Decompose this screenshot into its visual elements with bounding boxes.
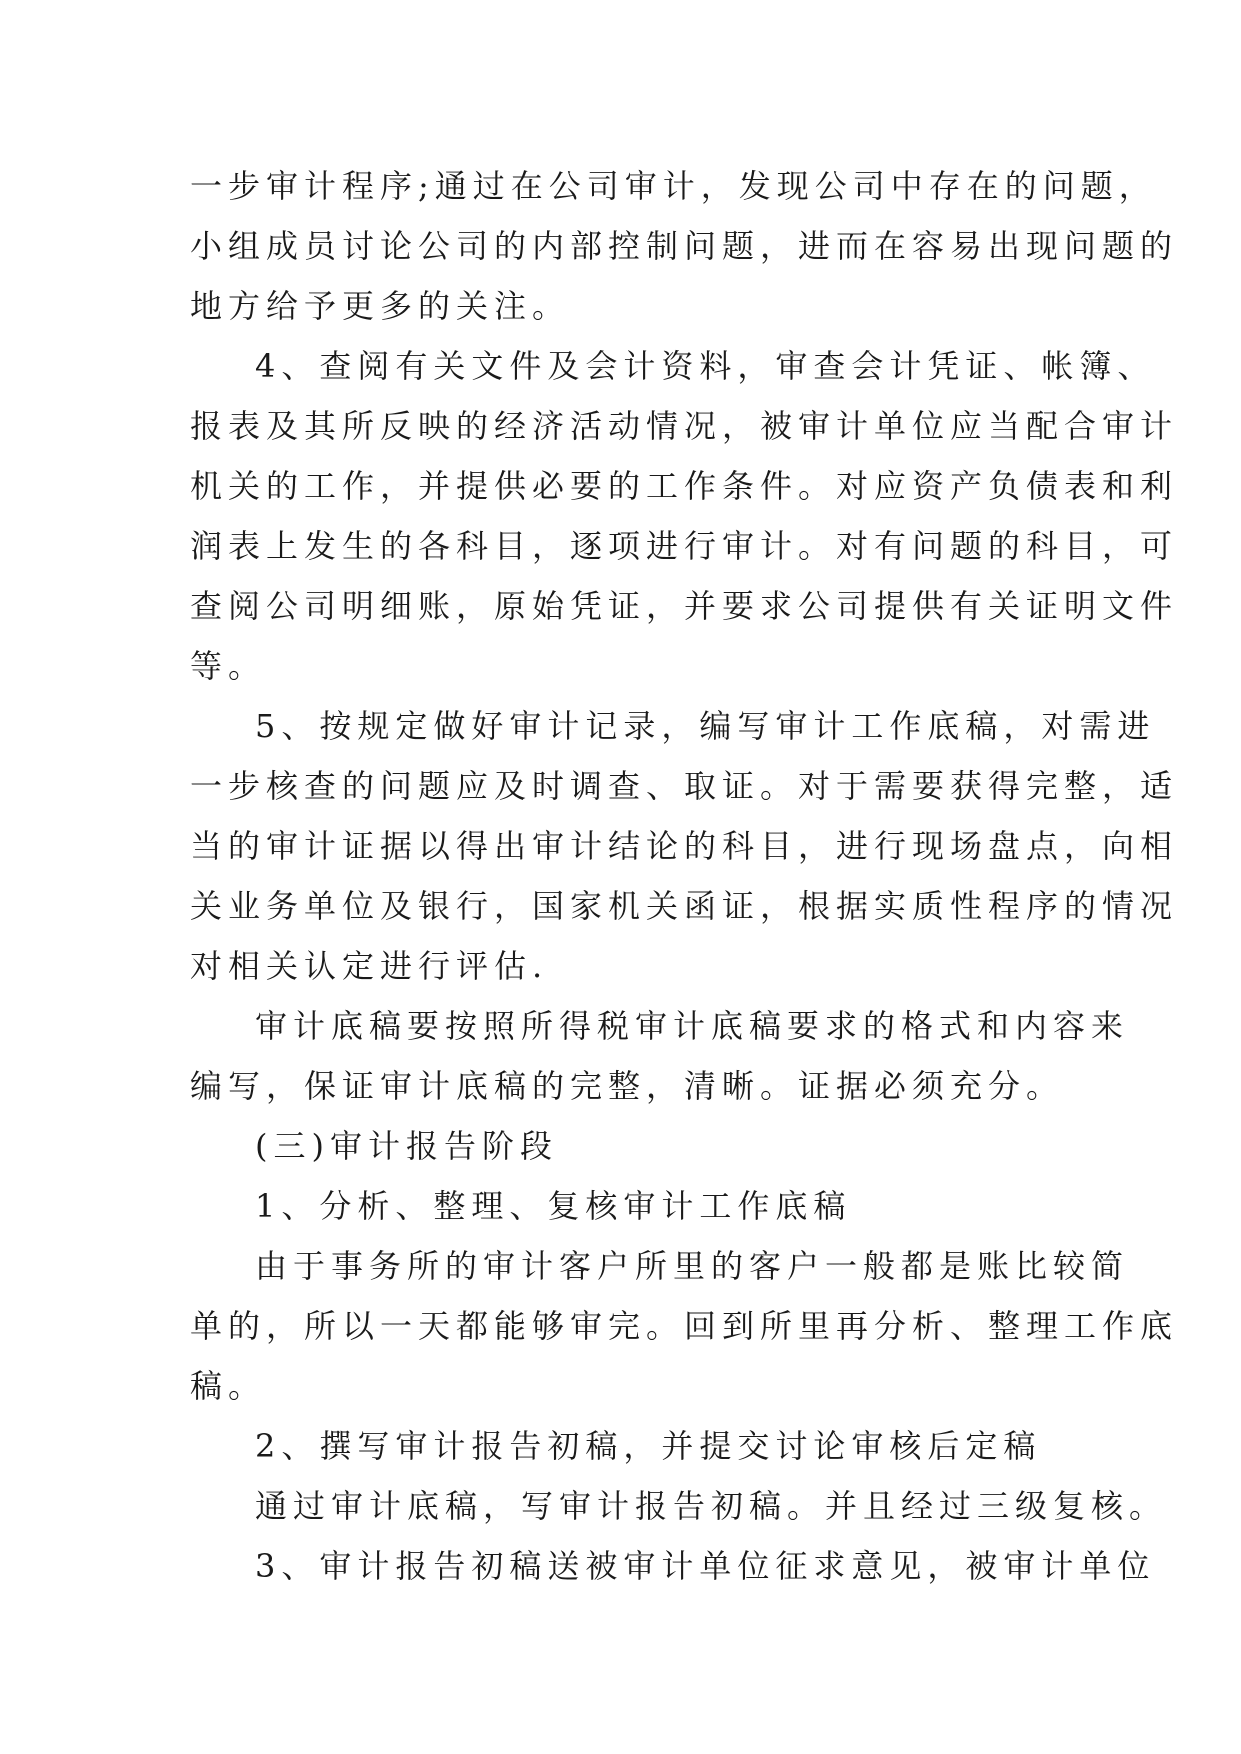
text-line: 等。 bbox=[190, 647, 267, 685]
text-line: 审计底稿要按照所得税审计底稿要求的格式和内容来 bbox=[255, 1007, 1130, 1045]
text-line: 4、查阅有关文件及会计资料，审查会计凭证、帐簿、 bbox=[255, 347, 1156, 385]
text-line: 当的审计证据以得出审计结论的科目，进行现场盘点，向相 bbox=[190, 827, 1179, 865]
subsection-heading: 1、分析、整理、复核审计工作底稿 bbox=[255, 1187, 852, 1225]
text-line: 对相关认定进行评估. bbox=[190, 947, 549, 985]
text-line: 小组成员讨论公司的内部控制问题，进而在容易出现问题的 bbox=[190, 227, 1179, 265]
text-line: 地方给予更多的关注。 bbox=[190, 287, 571, 325]
text-line: 由于事务所的审计客户所里的客户一般都是账比较简 bbox=[255, 1247, 1130, 1285]
text-line: 查阅公司明细账，原始凭证，并要求公司提供有关证明文件 bbox=[190, 587, 1179, 625]
text-line: 通过审计底稿，写审计报告初稿。并且经过三级复核。 bbox=[255, 1487, 1168, 1525]
text-line: 一步审计程序;通过在公司审计，发现公司中存在的问题， bbox=[190, 167, 1157, 205]
section-heading: (三)审计报告阶段 bbox=[255, 1127, 558, 1165]
text-line: 5、按规定做好审计记录，编写审计工作底稿，对需进 bbox=[255, 707, 1156, 745]
text-line: 单的，所以一天都能够审完。回到所里再分析、整理工作底 bbox=[190, 1307, 1179, 1345]
text-line: 一步核查的问题应及时调查、取证。对于需要获得完整，适 bbox=[190, 767, 1179, 805]
text-line: 编写，保证审计底稿的完整，清晰。证据必须充分。 bbox=[190, 1067, 1065, 1105]
text-line: 关业务单位及银行，国家机关函证，根据实质性程序的情况 bbox=[190, 887, 1179, 925]
text-line: 3、审计报告初稿送被审计单位征求意见，被审计单位 bbox=[255, 1547, 1156, 1585]
text-line: 稿。 bbox=[190, 1367, 267, 1405]
text-line: 润表上发生的各科目，逐项进行审计。对有问题的科目，可 bbox=[190, 527, 1179, 565]
text-line: 报表及其所反映的经济活动情况，被审计单位应当配合审计 bbox=[190, 407, 1179, 445]
text-line: 机关的工作，并提供必要的工作条件。对应资产负债表和利 bbox=[190, 467, 1179, 505]
subsection-heading: 2、撰写审计报告初稿，并提交讨论审核后定稿 bbox=[255, 1427, 1042, 1465]
